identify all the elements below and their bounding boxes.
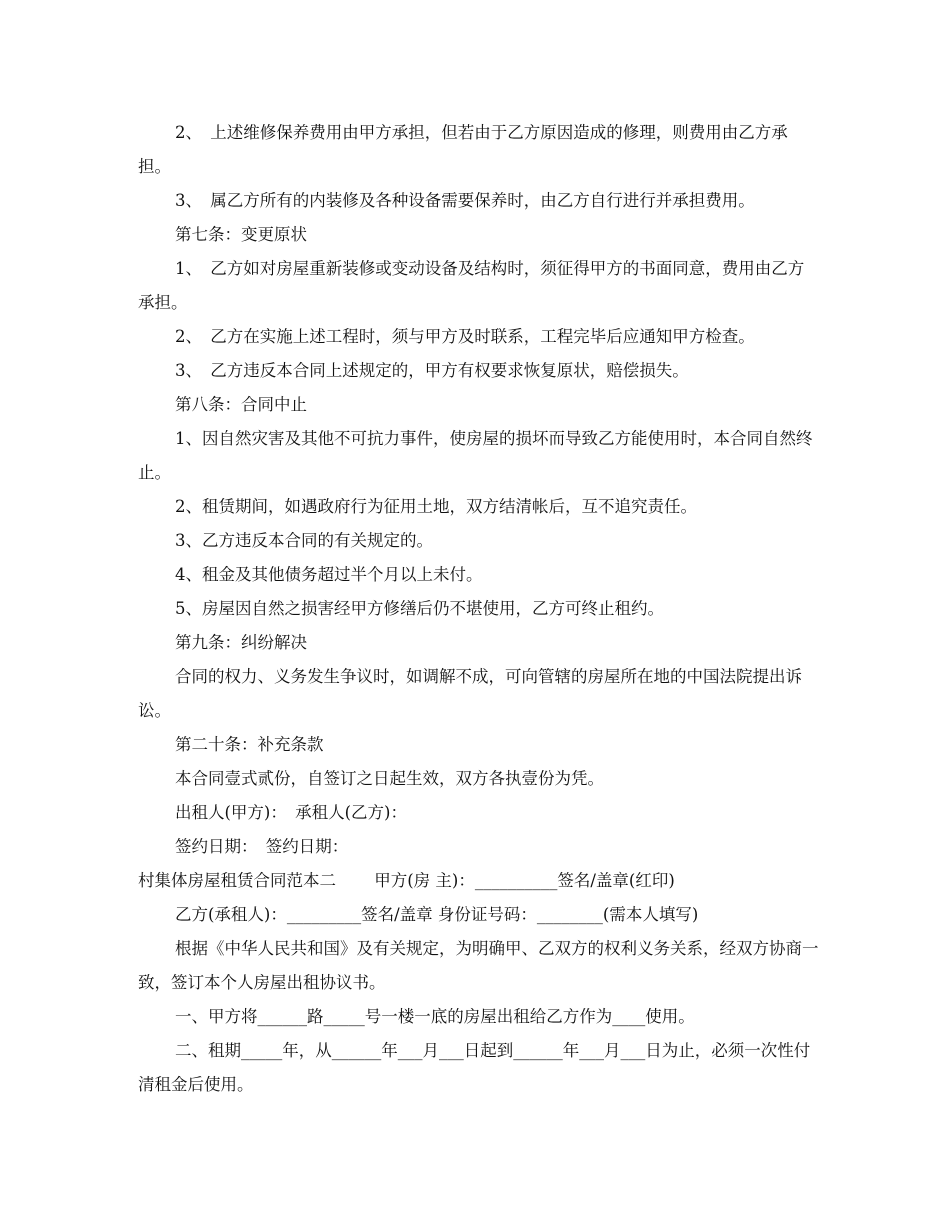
signature-parties-line: 出租人(甲方)： 承租人(乙方)： — [175, 803, 407, 822]
paragraph-force-majeure: 1、因自然灾害及其他不可抗力事件，使房屋的损坏而导致乙方能使用时，本合同自然终止。 — [138, 429, 813, 482]
paragraph-renovation-consent: 1、 乙方如对房屋重新装修或变动设备及结构时，须征得甲方的书面同意，费用由乙方承担。 — [138, 259, 805, 312]
paragraph-land-requisition: 2、租赁期间，如遇政府行为征用土地，双方结清帐后，互不追究责任。 — [175, 497, 697, 516]
contract-text — [138, 116, 820, 1102]
article-20-heading: 第二十条：补充条款 — [175, 735, 324, 754]
paragraph-restore-original: 3、 乙方违反本合同上述规定的，甲方有权要求恢复原状，赔偿损失。 — [175, 361, 689, 380]
paragraph-rent-overdue: 4、租金及其他债务超过半个月以上未付。 — [175, 565, 483, 584]
clause-2-term: 二、租期_____年，从______年___月___日起到______年___月___日为止，必须一次性付清租金后使用。 — [138, 1041, 811, 1094]
article-9-heading: 第九条：纠纷解决 — [175, 633, 307, 652]
paragraph-construction-contact: 2、 乙方在实施上述工程时，须与甲方及时联系，工程完毕后应通知甲方检查。 — [175, 327, 755, 346]
article-7-heading: 第七条：变更原状 — [175, 225, 307, 244]
paragraph-interior-maintenance: 3、 属乙方所有的内装修及各种设备需要保养时，由乙方自行进行并承担费用。 — [175, 191, 755, 210]
paragraph-natural-damage: 5、房屋因自然之损害经甲方修缮后仍不堪使用，乙方可终止租约。 — [175, 599, 664, 618]
paragraph-breach: 3、乙方违反本合同的有关规定的。 — [175, 531, 433, 550]
signature-dates-line: 签约日期： 签约日期： — [175, 837, 349, 856]
clause-1-premises: 一、甲方将______路_____号一楼一底的房屋出租给乙方作为____使用。 — [175, 1007, 695, 1026]
paragraph-copies: 本合同壹式贰份，自签订之日起生效，双方各执壹份为凭。 — [175, 769, 604, 788]
article-8-heading: 第八条：合同中止 — [175, 395, 307, 414]
paragraph-maintenance-cost: 2、 上述维修保养费用由甲方承担，但若由于乙方原因造成的修理，则费用由乙方承担。 — [138, 123, 788, 176]
paragraph-dispute-resolution: 合同的权力、义务发生争议时，如调解不成，可向管辖的房屋所在地的中国法院提出诉讼。 — [138, 667, 802, 720]
party-b-line: 乙方(承租人)：_________签名/盖章 身份证号码：________(需本人填写) — [175, 905, 699, 924]
template-two-title-line: 村集体房屋租赁合同范本二 甲方(房 主)：__________签名/盖章(红印) — [138, 871, 675, 890]
paragraph-preamble: 根据《中华人民共和国》及有关规定，为明确甲、乙双方的权利义务关系，经双方协商一致，签订本个人房屋出租协议书。 — [138, 939, 819, 992]
